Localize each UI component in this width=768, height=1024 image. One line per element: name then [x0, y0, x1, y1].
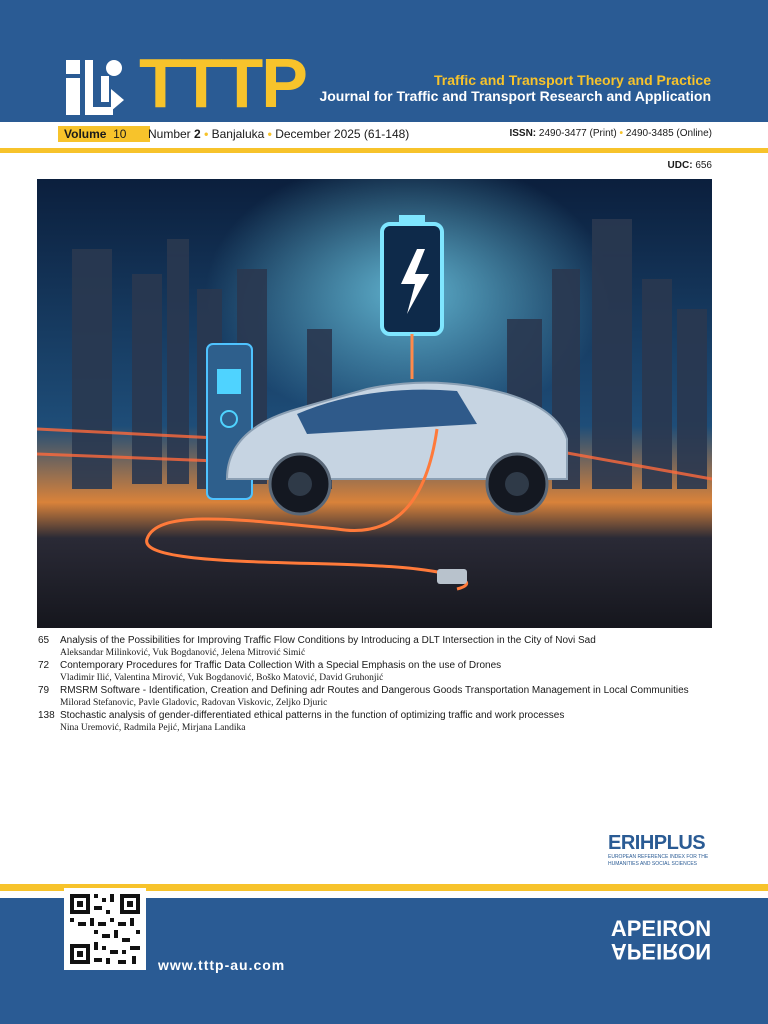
website-link[interactable]: www.tttp-au.com — [158, 957, 286, 973]
toc-authors: Vladimir Ilić, Valentina Mirović, Vuk Bogdanović, Boško Matović, David Gruhonjić — [60, 673, 384, 683]
erihplus-subtitle-1: EUROPEAN REFERENCE INDEX FOR THE — [608, 854, 709, 860]
toc-page-number: 72 — [38, 660, 50, 671]
toc-article-title: Stochastic analysis of gender-differentiated ethical patterns in the function of optimizing traffic and work processes — [60, 710, 565, 721]
toc-item — [38, 710, 718, 734]
journal-title: Traffic and Transport Theory and Practice — [434, 72, 711, 88]
volume-badge: Volume 10 — [58, 126, 150, 142]
electric-car-charging-illustration — [37, 179, 712, 628]
toc-authors: Aleksandar Milinković, Vuk Bogdanović, Jelena Mitrović Simić — [60, 648, 306, 658]
publisher-name: APEIRON — [610, 916, 712, 941]
toc-page-number: 138 — [38, 710, 55, 721]
journal-logo-icon — [66, 60, 128, 115]
toc-article-title: Contemporary Procedures for Traffic Data Collection With a Special Emphasis on the use of Drones — [60, 660, 502, 671]
table-of-contents — [38, 635, 718, 735]
toc-authors: Nina Uremović, Radmila Pejić, Mirjana Landika — [60, 723, 246, 733]
issue-number: Number 2 • Banjaluka • December 2025 (61-148) — [148, 127, 410, 141]
toc-article-title: RMSRM Software - Identification, Creation and Defining adr Routes and Dangerous Goods Transportation Management in Local Communities — [60, 685, 689, 696]
publisher-logo — [608, 918, 714, 962]
erihplus-subtitle-2: HUMANITIES AND SOCIAL SCIENCES — [608, 861, 697, 867]
issn: ISSN: 2490-3477 (Print) • 2490-3485 (Online) — [509, 128, 712, 139]
toc-page-number: 79 — [38, 685, 50, 696]
qr-code-icon — [64, 888, 146, 970]
divider-line — [0, 148, 768, 153]
journal-subtitle: Journal for Traffic and Transport Research and Application — [319, 88, 711, 104]
toc-article-title: Analysis of the Possibilities for Improving Traffic Flow Conditions by Introducing a DLT Intersection in the City of Novi Sad — [60, 635, 596, 646]
toc-page-number: 65 — [38, 635, 50, 646]
brand-wordmark: TTTP — [139, 44, 306, 122]
erihplus-title: ERIHPLUS — [608, 832, 706, 854]
toc-authors: Milorad Stefanovic, Pavle Gladovic, Radovan Viskovic, Zeljko Djuric — [60, 698, 328, 708]
toc-item — [38, 685, 718, 709]
toc-item — [38, 635, 718, 659]
erihplus-logo — [608, 832, 718, 867]
toc-item — [38, 660, 718, 684]
publisher-name-mirrored: APEIRON — [610, 939, 712, 964]
udc-code: UDC: 656 — [667, 160, 712, 171]
